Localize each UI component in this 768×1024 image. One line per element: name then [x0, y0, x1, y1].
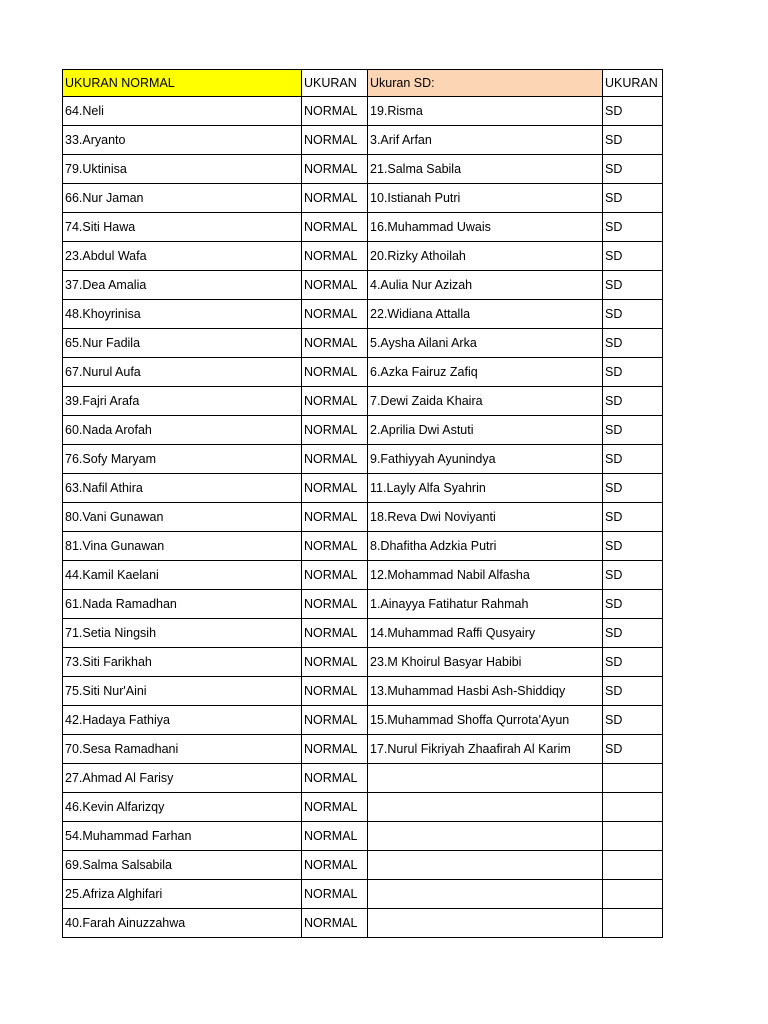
cell-normal-size[interactable]: NORMAL: [302, 271, 368, 300]
cell-sd-size[interactable]: SD: [603, 619, 663, 648]
cell-sd-size[interactable]: [603, 793, 663, 822]
cell-normal-name[interactable]: 40.Farah Ainuzzahwa: [63, 909, 302, 938]
cell-sd-name[interactable]: 6.Azka Fairuz Zafiq: [368, 358, 603, 387]
cell-normal-size[interactable]: NORMAL: [302, 561, 368, 590]
cell-sd-name[interactable]: 11.Layly Alfa Syahrin: [368, 474, 603, 503]
cell-normal-size[interactable]: NORMAL: [302, 474, 368, 503]
cell-normal-name[interactable]: 70.Sesa Ramadhani: [63, 735, 302, 764]
cell-normal-size[interactable]: NORMAL: [302, 822, 368, 851]
cell-normal-size[interactable]: NORMAL: [302, 648, 368, 677]
cell-normal-size[interactable]: NORMAL: [302, 619, 368, 648]
cell-sd-name[interactable]: 7.Dewi Zaida Khaira: [368, 387, 603, 416]
table-row: [63, 503, 663, 532]
cell-normal-name[interactable]: 60.Nada Arofah: [63, 416, 302, 445]
header-normal-name[interactable]: UKURAN NORMAL: [63, 70, 302, 97]
cell-sd-size[interactable]: SD: [603, 213, 663, 242]
cell-sd-size[interactable]: SD: [603, 474, 663, 503]
cell-sd-size[interactable]: SD: [603, 184, 663, 213]
table-row: [63, 387, 663, 416]
cell-sd-name[interactable]: [368, 851, 603, 880]
cell-normal-name[interactable]: 33.Aryanto: [63, 126, 302, 155]
cell-sd-size[interactable]: SD: [603, 358, 663, 387]
table-row: [63, 851, 663, 880]
table-row: [63, 213, 663, 242]
table-row: [63, 619, 663, 648]
cell-sd-size[interactable]: SD: [603, 387, 663, 416]
table-row: [63, 590, 663, 619]
cell-sd-size[interactable]: [603, 822, 663, 851]
table-row: [63, 155, 663, 184]
cell-normal-name[interactable]: 63.Nafil Athira: [63, 474, 302, 503]
cell-sd-size[interactable]: SD: [603, 155, 663, 184]
cell-normal-size[interactable]: NORMAL: [302, 735, 368, 764]
cell-normal-name[interactable]: 74.Siti Hawa: [63, 213, 302, 242]
header-normal-size[interactable]: UKURAN: [302, 70, 368, 97]
cell-sd-name[interactable]: [368, 909, 603, 938]
cell-normal-size[interactable]: NORMAL: [302, 242, 368, 271]
cell-normal-name[interactable]: 44.Kamil Kaelani: [63, 561, 302, 590]
cell-normal-size[interactable]: NORMAL: [302, 764, 368, 793]
cell-normal-name[interactable]: 42.Hadaya Fathiya: [63, 706, 302, 735]
cell-normal-size[interactable]: NORMAL: [302, 793, 368, 822]
header-sd-name[interactable]: Ukuran SD:: [368, 70, 603, 97]
cell-sd-name[interactable]: 20.Rizky Athoilah: [368, 242, 603, 271]
cell-sd-size[interactable]: SD: [603, 416, 663, 445]
cell-normal-name[interactable]: 39.Fajri Arafa: [63, 387, 302, 416]
cell-sd-size[interactable]: SD: [603, 735, 663, 764]
cell-normal-size[interactable]: NORMAL: [302, 213, 368, 242]
cell-normal-name[interactable]: 66.Nur Jaman: [63, 184, 302, 213]
cell-sd-name[interactable]: [368, 880, 603, 909]
size-table: [62, 69, 663, 938]
cell-sd-name[interactable]: 5.Aysha Ailani Arka: [368, 329, 603, 358]
header-sd-size[interactable]: UKURAN: [603, 70, 663, 97]
cell-sd-name[interactable]: 10.Istianah Putri: [368, 184, 603, 213]
cell-normal-name[interactable]: 67.Nurul Aufa: [63, 358, 302, 387]
cell-sd-name[interactable]: 23.M Khoirul Basyar Habibi: [368, 648, 603, 677]
cell-normal-size[interactable]: NORMAL: [302, 300, 368, 329]
cell-normal-name[interactable]: 79.Uktinisa: [63, 155, 302, 184]
table-row: [63, 329, 663, 358]
table-row: [63, 445, 663, 474]
table-row: [63, 271, 663, 300]
cell-sd-name[interactable]: [368, 822, 603, 851]
cell-normal-size[interactable]: NORMAL: [302, 880, 368, 909]
cell-normal-name[interactable]: 54.Muhammad Farhan: [63, 822, 302, 851]
cell-sd-name[interactable]: 3.Arif Arfan: [368, 126, 603, 155]
cell-sd-name[interactable]: 4.Aulia Nur Azizah: [368, 271, 603, 300]
cell-normal-size[interactable]: NORMAL: [302, 706, 368, 735]
cell-normal-name[interactable]: 48.Khoyrinisa: [63, 300, 302, 329]
table-row: [63, 706, 663, 735]
cell-sd-size[interactable]: SD: [603, 706, 663, 735]
size-table-body: [63, 70, 663, 938]
cell-sd-name[interactable]: 13.Muhammad Hasbi Ash-Shiddiqy: [368, 677, 603, 706]
table-row: [63, 677, 663, 706]
header-row: [63, 70, 663, 97]
cell-normal-size[interactable]: NORMAL: [302, 126, 368, 155]
cell-normal-size[interactable]: NORMAL: [302, 590, 368, 619]
cell-normal-size[interactable]: NORMAL: [302, 851, 368, 880]
cell-normal-name[interactable]: 23.Abdul Wafa: [63, 242, 302, 271]
table-row: [63, 532, 663, 561]
cell-normal-size[interactable]: NORMAL: [302, 677, 368, 706]
cell-sd-name[interactable]: 12.Mohammad Nabil Alfasha: [368, 561, 603, 590]
table-row: [63, 242, 663, 271]
cell-normal-name[interactable]: 71.Setia Ningsih: [63, 619, 302, 648]
table-row: [63, 97, 663, 126]
cell-normal-size[interactable]: NORMAL: [302, 358, 368, 387]
cell-normal-name[interactable]: 27.Ahmad Al Farisy: [63, 764, 302, 793]
table-row: [63, 126, 663, 155]
cell-sd-size[interactable]: SD: [603, 648, 663, 677]
table-row: [63, 648, 663, 677]
cell-sd-size[interactable]: SD: [603, 300, 663, 329]
table-row: [63, 822, 663, 851]
cell-normal-size[interactable]: NORMAL: [302, 387, 368, 416]
table-row: [63, 909, 663, 938]
cell-normal-name[interactable]: 69.Salma Salsabila: [63, 851, 302, 880]
cell-sd-size[interactable]: SD: [603, 242, 663, 271]
cell-sd-name[interactable]: 16.Muhammad Uwais: [368, 213, 603, 242]
cell-sd-name[interactable]: 14.Muhammad Raffi Qusyairy: [368, 619, 603, 648]
cell-sd-name[interactable]: 1.Ainayya Fatihatur Rahmah: [368, 590, 603, 619]
cell-sd-size[interactable]: [603, 764, 663, 793]
cell-normal-name[interactable]: 64.Neli: [63, 97, 302, 126]
cell-normal-size[interactable]: NORMAL: [302, 155, 368, 184]
cell-sd-name[interactable]: [368, 793, 603, 822]
cell-normal-size[interactable]: NORMAL: [302, 97, 368, 126]
table-row: [63, 793, 663, 822]
cell-sd-name[interactable]: 17.Nurul Fikriyah Zhaafirah Al Karim: [368, 735, 603, 764]
cell-sd-name[interactable]: 19.Risma: [368, 97, 603, 126]
table-row: [63, 358, 663, 387]
cell-sd-size[interactable]: SD: [603, 532, 663, 561]
cell-normal-name[interactable]: 25.Afriza Alghifari: [63, 880, 302, 909]
cell-sd-size[interactable]: SD: [603, 97, 663, 126]
table-row: [63, 735, 663, 764]
cell-sd-size[interactable]: SD: [603, 561, 663, 590]
table-row: [63, 474, 663, 503]
cell-normal-name[interactable]: 76.Sofy Maryam: [63, 445, 302, 474]
table-row: [63, 764, 663, 793]
cell-normal-name[interactable]: 81.Vina Gunawan: [63, 532, 302, 561]
cell-sd-size[interactable]: SD: [603, 503, 663, 532]
table-row: [63, 561, 663, 590]
table-row: [63, 880, 663, 909]
cell-sd-size[interactable]: [603, 909, 663, 938]
cell-sd-name[interactable]: [368, 764, 603, 793]
cell-sd-size[interactable]: SD: [603, 126, 663, 155]
cell-normal-size[interactable]: NORMAL: [302, 532, 368, 561]
cell-normal-name[interactable]: 75.Siti Nur'Aini: [63, 677, 302, 706]
cell-normal-name[interactable]: 73.Siti Farikhah: [63, 648, 302, 677]
table-row: [63, 300, 663, 329]
cell-normal-size[interactable]: NORMAL: [302, 909, 368, 938]
cell-sd-name[interactable]: 21.Salma Sabila: [368, 155, 603, 184]
cell-sd-name[interactable]: 8.Dhafitha Adzkia Putri: [368, 532, 603, 561]
cell-sd-size[interactable]: [603, 880, 663, 909]
cell-normal-size[interactable]: NORMAL: [302, 184, 368, 213]
cell-sd-size[interactable]: SD: [603, 590, 663, 619]
cell-normal-size[interactable]: NORMAL: [302, 329, 368, 358]
cell-sd-name[interactable]: 2.Aprilia Dwi Astuti: [368, 416, 603, 445]
table-row: [63, 416, 663, 445]
cell-normal-size[interactable]: NORMAL: [302, 416, 368, 445]
cell-sd-name[interactable]: 18.Reva Dwi Noviyanti: [368, 503, 603, 532]
cell-normal-name[interactable]: 46.Kevin Alfarizqy: [63, 793, 302, 822]
cell-sd-size[interactable]: [603, 851, 663, 880]
cell-sd-name[interactable]: 22.Widiana Attalla: [368, 300, 603, 329]
cell-normal-size[interactable]: NORMAL: [302, 503, 368, 532]
cell-normal-name[interactable]: 65.Nur Fadila: [63, 329, 302, 358]
table-row: [63, 184, 663, 213]
cell-sd-size[interactable]: SD: [603, 329, 663, 358]
cell-sd-size[interactable]: SD: [603, 445, 663, 474]
cell-normal-name[interactable]: 37.Dea Amalia: [63, 271, 302, 300]
cell-normal-size[interactable]: NORMAL: [302, 445, 368, 474]
cell-sd-name[interactable]: 9.Fathiyyah Ayunindya: [368, 445, 603, 474]
cell-sd-size[interactable]: SD: [603, 677, 663, 706]
cell-sd-name[interactable]: 15.Muhammad Shoffa Qurrota'Ayun: [368, 706, 603, 735]
cell-sd-size[interactable]: SD: [603, 271, 663, 300]
cell-normal-name[interactable]: 61.Nada Ramadhan: [63, 590, 302, 619]
cell-normal-name[interactable]: 80.Vani Gunawan: [63, 503, 302, 532]
